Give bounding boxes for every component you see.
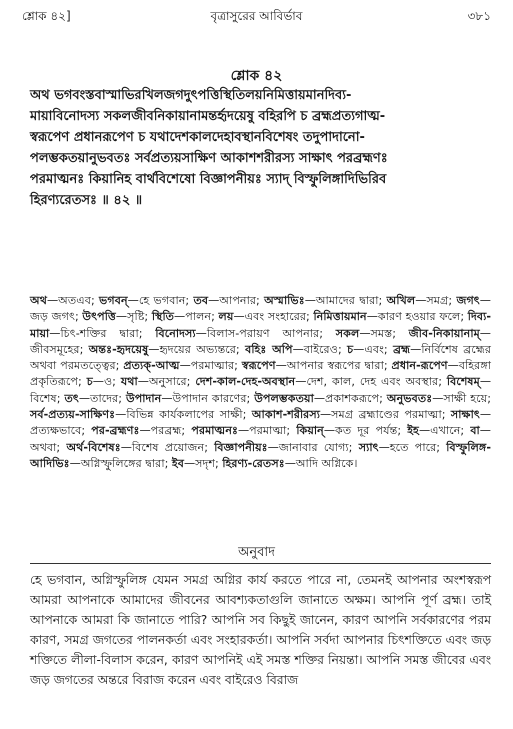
synonym-term: তৎ xyxy=(64,391,79,405)
synonym-meaning: —অতএব; xyxy=(46,294,100,307)
synonym-meaning: —আমাদের দ্বারা; xyxy=(304,294,387,307)
verse-line: হিরণ্যরেতসঃ ॥ ৪২ ॥ xyxy=(30,193,143,208)
synonym-meaning: —নির্বিশেষ ব্রহ্মের অথবা পরমতত্ত্বের; xyxy=(30,342,491,373)
synonym-term: ইহ xyxy=(407,424,419,438)
synonym-meaning: —প্রত্যক্ষভাবে; xyxy=(30,408,492,438)
verse-line: অথ ভগবংস্তবাস্মাভিরখিলজগদুৎপত্তিস্থিতিলয়নিমিত্তায়মানদিব্য- xyxy=(30,88,352,103)
synonym-term: সাক্ষাৎ xyxy=(450,408,480,422)
synonym-meaning: —পরব্রহ্ম; xyxy=(139,424,192,438)
header-chapter-title: বৃত্রাসুরের আবির্ভাব xyxy=(210,9,303,23)
synonym-meaning: —সমগ্র ব্রহ্মাণ্ডের পরমাত্মা; xyxy=(319,408,451,422)
synonym-meaning: —পালন; xyxy=(174,310,219,324)
synonym-meaning: —আপনার; xyxy=(208,294,265,307)
synonym-meaning: —জানাবার যোগ্য; xyxy=(267,440,359,454)
synonym-meaning: —পরমাত্মা; xyxy=(237,424,297,438)
synonym-term: পর-ব্রহ্মণঃ xyxy=(91,424,140,438)
header-verse-ref: শ্লোক ৪২] xyxy=(22,9,71,23)
synonym-term: যথা xyxy=(120,375,138,389)
heading-divider xyxy=(30,563,491,564)
synonym-meaning: —হৃদয়ের অভ্যন্তরে; xyxy=(148,342,246,356)
synonym-meaning: —অনুসারে; xyxy=(137,375,196,389)
synonym-term: পরমাত্মনঃ xyxy=(191,424,238,438)
verse-line: পলম্ভকতয়ানুভবতঃ সর্বপ্রত্যয়সাক্ষিণ আকাশশরীরস্য সাক্ষাৎ পরব্রহ্মণঃ xyxy=(30,151,388,166)
synonym-meaning: —আদি অগ্নিকে। xyxy=(284,456,358,470)
synonym-term: বিনোদস্য xyxy=(155,326,196,340)
synonym-term: কিয়ান্ xyxy=(296,424,324,438)
synonym-meaning: —সমগ্র; xyxy=(415,294,457,307)
translation-paragraph: হে ভগবান, অগ্নিস্ফুলিঙ্গ যেমন সমগ্র অগ্নির কার্য করতে পারে না, তেমনই আপনার অংশস্বরূপ আমরা আপনাকে আমাদের জীবনের আবশ্যকতাগুলি জানাতে অক্ষম। আপনি পূর্ণ ব্রহ্ম। তাই আপনাকে আমরা কি জানাতে পারি? আপনি সব কিছুই জানেন, কারণ আপনি সর্বকারণের পরম কারণ, সমগ্র জগতের পালনকর্তা এবং সংহারকর্তা। আপনি সর্বদা আপনার চিৎশক্তিতে এবং জড় শক্তিতে লীলা-বিলাস করেন, কারণ আপনিই এই সমস্ত শক্তির নিয়ন্তা। আপনি সমস্ত জীবের এবং জড় জগতের অন্তরে বিরাজ করেন এবং বাইরেও বিরাজ xyxy=(30,573,491,687)
synonym-meaning: —কত দূর পর্যন্ত; xyxy=(323,424,408,438)
synonym-term: বিশেষম্ xyxy=(446,375,480,389)
verse-line: স্বরূপেণ প্রধানরূপেণ চ যথাদেশকালদেহাবস্থানবিশেষং তদুপাদানো- xyxy=(30,130,365,145)
synonym-term: জীব-নিকায়ানাম্ xyxy=(408,326,480,340)
synonym-meaning: —উপাদান কারণের; xyxy=(161,391,255,405)
synonym-term: উপলম্ভকতয়া xyxy=(254,391,314,405)
synonym-meaning: —অথবা; xyxy=(30,424,491,454)
synonym-term: অখিল xyxy=(386,294,416,307)
synonym-term: বা xyxy=(470,424,480,438)
verse-line: মায়াবিনোদস্য সকলজীবনিকায়ানামন্তর্হৃদয়েষু বহিরপি চ ব্রহ্মপ্রত্যগাত্ম- xyxy=(30,109,386,124)
synonym-term: সর্ব-প্রত্যয়-সাক্ষিণঃ xyxy=(30,408,116,422)
verse-line: পরমাত্মনঃ কিয়ানিহ বার্থবিশেষো বিজ্ঞাপনীয়ঃ স্যাদ্ বিস্ফুলিঙ্গাদিভিরিব xyxy=(30,172,387,187)
synonym-meaning: —চিৎ-শক্তির দ্বারা; xyxy=(49,326,156,340)
synonym-term: অস্মাভিঃ xyxy=(264,294,305,307)
synonym-meaning: —জীবসমূহের; xyxy=(30,326,491,356)
synonym-term: প্রত্যক্-আত্ম xyxy=(123,359,180,373)
translation-heading: অনুবাদ xyxy=(238,545,275,560)
synonym-term: প্রধান-রূপেণ xyxy=(391,359,448,373)
synonym-term: নিমিত্তায়মান xyxy=(313,310,367,324)
synonym-meaning: —প্রকাশকরূপে; xyxy=(313,391,387,405)
synonym-term: সকল xyxy=(335,326,360,340)
translation-text xyxy=(30,570,491,690)
synonym-meaning: —এবং; xyxy=(353,342,394,356)
synonym-meaning: —সাক্ষী হয়ে; xyxy=(432,391,491,405)
synonym-meaning: —হতে পারে; xyxy=(378,440,447,454)
synonym-meaning: —এখানে; xyxy=(418,424,471,438)
synonym-term: জগৎ xyxy=(456,294,480,307)
synonym-meaning: —এবং সংহারের; xyxy=(233,310,314,324)
synonym-meaning: —বিশেষ; xyxy=(30,375,492,405)
word-for-word-synonyms xyxy=(30,293,491,472)
synonym-meaning: —বিশেষ প্রয়োজন; xyxy=(120,440,215,454)
sanskrit-verse xyxy=(30,85,491,211)
synonym-term: অন্তঃ-হৃদয়েষু xyxy=(88,342,149,356)
synonym-meaning: —সদৃশ; xyxy=(183,456,223,470)
synonym-meaning: —ও; xyxy=(92,375,121,389)
synonym-term: অথ xyxy=(30,294,47,307)
synonym-term: বহিঃ অপি xyxy=(245,342,293,356)
synonym-term: ভগবন্ xyxy=(99,294,128,307)
synonym-term: বিজ্ঞাপনীয়ঃ xyxy=(214,440,268,454)
synonym-meaning: —পরমাত্মার; xyxy=(179,359,242,373)
synonym-meaning: —তাদের; xyxy=(78,391,126,405)
synonym-term: আকাশ-শরীরস্য xyxy=(251,408,320,422)
synonym-term: দেশ-কাল-দেহ-অবস্থান xyxy=(195,375,296,389)
page-header xyxy=(22,8,491,28)
synonym-meaning: —কারণ হওয়ার ফলে; xyxy=(366,310,468,324)
synonym-term: বিস্ফুলিঙ্গ-আদিভিঃ xyxy=(30,440,491,470)
synonym-term: অর্থ-বিশেষঃ xyxy=(66,440,121,454)
synonym-meaning: —সৃষ্টি; xyxy=(115,310,152,324)
synonym-meaning: —বহিরঙ্গা প্রকৃতিরূপে; xyxy=(30,359,491,389)
synonym-meaning: —বিলাস-পরায়ণ আপনার; xyxy=(195,326,336,340)
synonym-term: অনুভবতঃ xyxy=(386,391,433,405)
synonym-meaning: —বিভিন্ন কার্যকলাপের সাক্ষী; xyxy=(115,408,252,422)
synonym-meaning: —সমস্ত; xyxy=(359,326,409,340)
synonym-term: লয় xyxy=(218,310,234,324)
verse-number: শ্লোক ৪২ xyxy=(230,68,283,84)
synonym-term: স্বরূপেণ xyxy=(241,359,276,373)
synonym-term: ইব xyxy=(171,456,184,470)
header-page-number: ৩৮১ xyxy=(467,9,491,23)
synonym-term: চ xyxy=(86,375,93,389)
synonym-meaning: —দেশ, কাল, দেহ এবং অবস্থার; xyxy=(295,375,447,389)
synonym-term: চ xyxy=(347,342,354,356)
synonym-term: উৎপত্তি xyxy=(82,310,116,324)
synonym-term: দিব্য-মায়া xyxy=(30,310,491,340)
synonym-term: ব্রহ্ম xyxy=(393,342,411,356)
synonym-meaning: —বাইরেও; xyxy=(292,342,348,356)
synonym-term: তব xyxy=(193,294,209,307)
synonym-meaning: —হে ভগবান; xyxy=(127,294,194,307)
synonym-term: হিরণ্য-রেতসঃ xyxy=(222,456,285,470)
synonym-meaning: —জড় জগৎ; xyxy=(30,294,491,324)
synonym-meaning: —অগ্নিস্ফুলিঙ্গের দ্বারা; xyxy=(69,456,172,470)
synonym-term: স্থিতি xyxy=(151,310,175,324)
synonym-term: উপাদান xyxy=(125,391,162,405)
synonym-meaning: —আপনার স্বরূপের দ্বারা; xyxy=(275,359,392,373)
synonym-term: স্যাৎ xyxy=(358,440,379,454)
